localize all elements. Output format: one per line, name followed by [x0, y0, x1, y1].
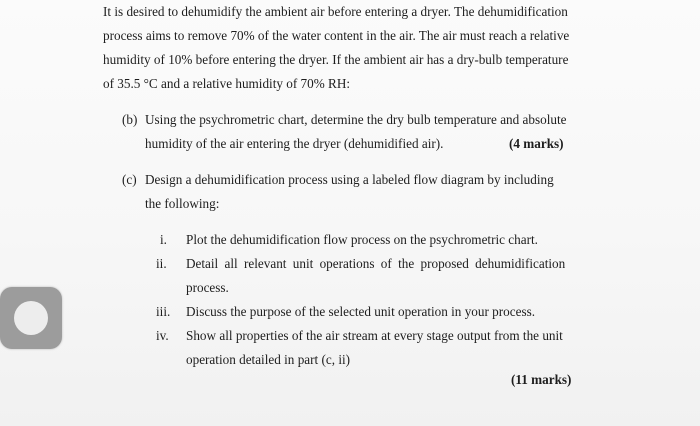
item-text: Discuss the purpose of the selected unit operation in your process.	[186, 304, 536, 319]
item-numeral: ii.	[156, 256, 167, 271]
problem-statement	[103, 0, 583, 96]
list-item	[146, 252, 586, 300]
item-numeral: iii.	[156, 304, 171, 319]
question-c	[122, 168, 582, 216]
item-text: operation detailed in part (c, ii)	[186, 352, 351, 367]
item-numeral: i.	[160, 232, 167, 247]
question-c-items	[146, 228, 586, 372]
item-numeral: iv.	[156, 328, 169, 343]
problem-line: process aims to remove 70% of the water content in the air. The air must reach a relative	[103, 28, 570, 43]
question-b-marks: (4 marks)	[509, 136, 564, 151]
question-b-line: Using the psychrometric chart, determine the dry bulb temperature and absolute	[145, 112, 567, 127]
question-b-line: humidity of the air entering the dryer (dehumidified air).	[145, 136, 444, 151]
list-item	[146, 300, 586, 324]
question-c-line: Design a dehumidification process using a labeled flow diagram by including	[145, 172, 554, 187]
question-c-line: the following:	[145, 196, 220, 211]
problem-line: humidity of 10% before entering the dryer. If the ambient air has a dry-bulb temperature	[103, 52, 569, 67]
problem-line: of 35.5 °C and a relative humidity of 70% RH:	[103, 76, 351, 91]
assistive-touch-button[interactable]	[0, 287, 62, 349]
item-text: process.	[186, 280, 229, 295]
item-text: Plot the dehumidification flow process on the psychrometric chart.	[186, 232, 538, 247]
list-item	[146, 324, 586, 372]
circle-icon	[14, 301, 48, 335]
problem-line: It is desired to dehumidify the ambient air before entering a dryer. The dehumidification	[103, 4, 568, 19]
question-b-label: (b)	[122, 112, 138, 127]
question-c-label: (c)	[122, 172, 137, 187]
item-text: Show all properties of the air stream at every stage output from the unit	[186, 328, 563, 343]
list-item	[146, 228, 586, 252]
question-c-marks: (11 marks)	[511, 372, 572, 387]
item-text: Detail all relevant unit operations of the proposed dehumidification	[186, 256, 566, 271]
